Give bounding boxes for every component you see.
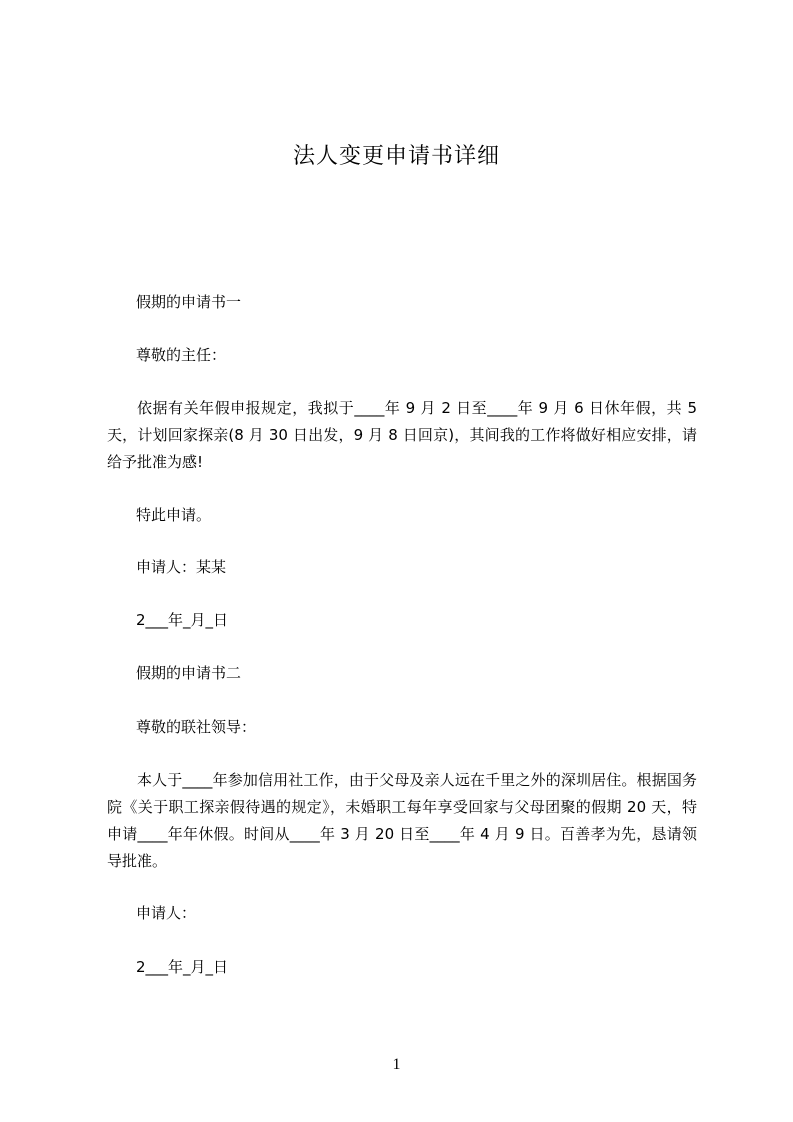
letter1-heading: 假期的申请书一	[136, 293, 242, 311]
letter2-applicant: 申请人：	[136, 904, 197, 922]
letter2-salutation: 尊敬的联社领导：	[136, 718, 257, 736]
letter2-body: 本人于____年参加信用社工作，由于父母及亲人远在千里之外的深圳居住。根据国务院《关于职工探亲假待遇的规定》，未婚职工每年享受回家与父母团聚的假期 20 天，特申请____年年休假。时间从____年 3 月 20 日至____年 4 月 9 日。百善孝为先，恳请领导批准。	[107, 771, 697, 870]
letter2-date: 2___年_月_日	[136, 958, 229, 976]
letter1-salutation: 尊敬的主任：	[136, 346, 227, 364]
letter1-applicant: 申请人：某某	[136, 558, 227, 576]
letter1-body: 依据有关年假申报规定，我拟于____年 9 月 2 日至____年 9 月 6 日休年假，共 5 天，计划回家探亲(8 月 30 日出发，9 月 8 日回京)，其间我的工作将做好相应安排，请给予批准为感!	[107, 399, 697, 471]
letter1-date: 2___年_月_日	[136, 611, 229, 629]
letter2-heading: 假期的申请书二	[136, 664, 242, 682]
letter1-closing: 特此申请。	[136, 506, 212, 524]
document-title: 法人变更申请书详细	[292, 144, 500, 169]
page-number: 1	[392, 1056, 401, 1073]
